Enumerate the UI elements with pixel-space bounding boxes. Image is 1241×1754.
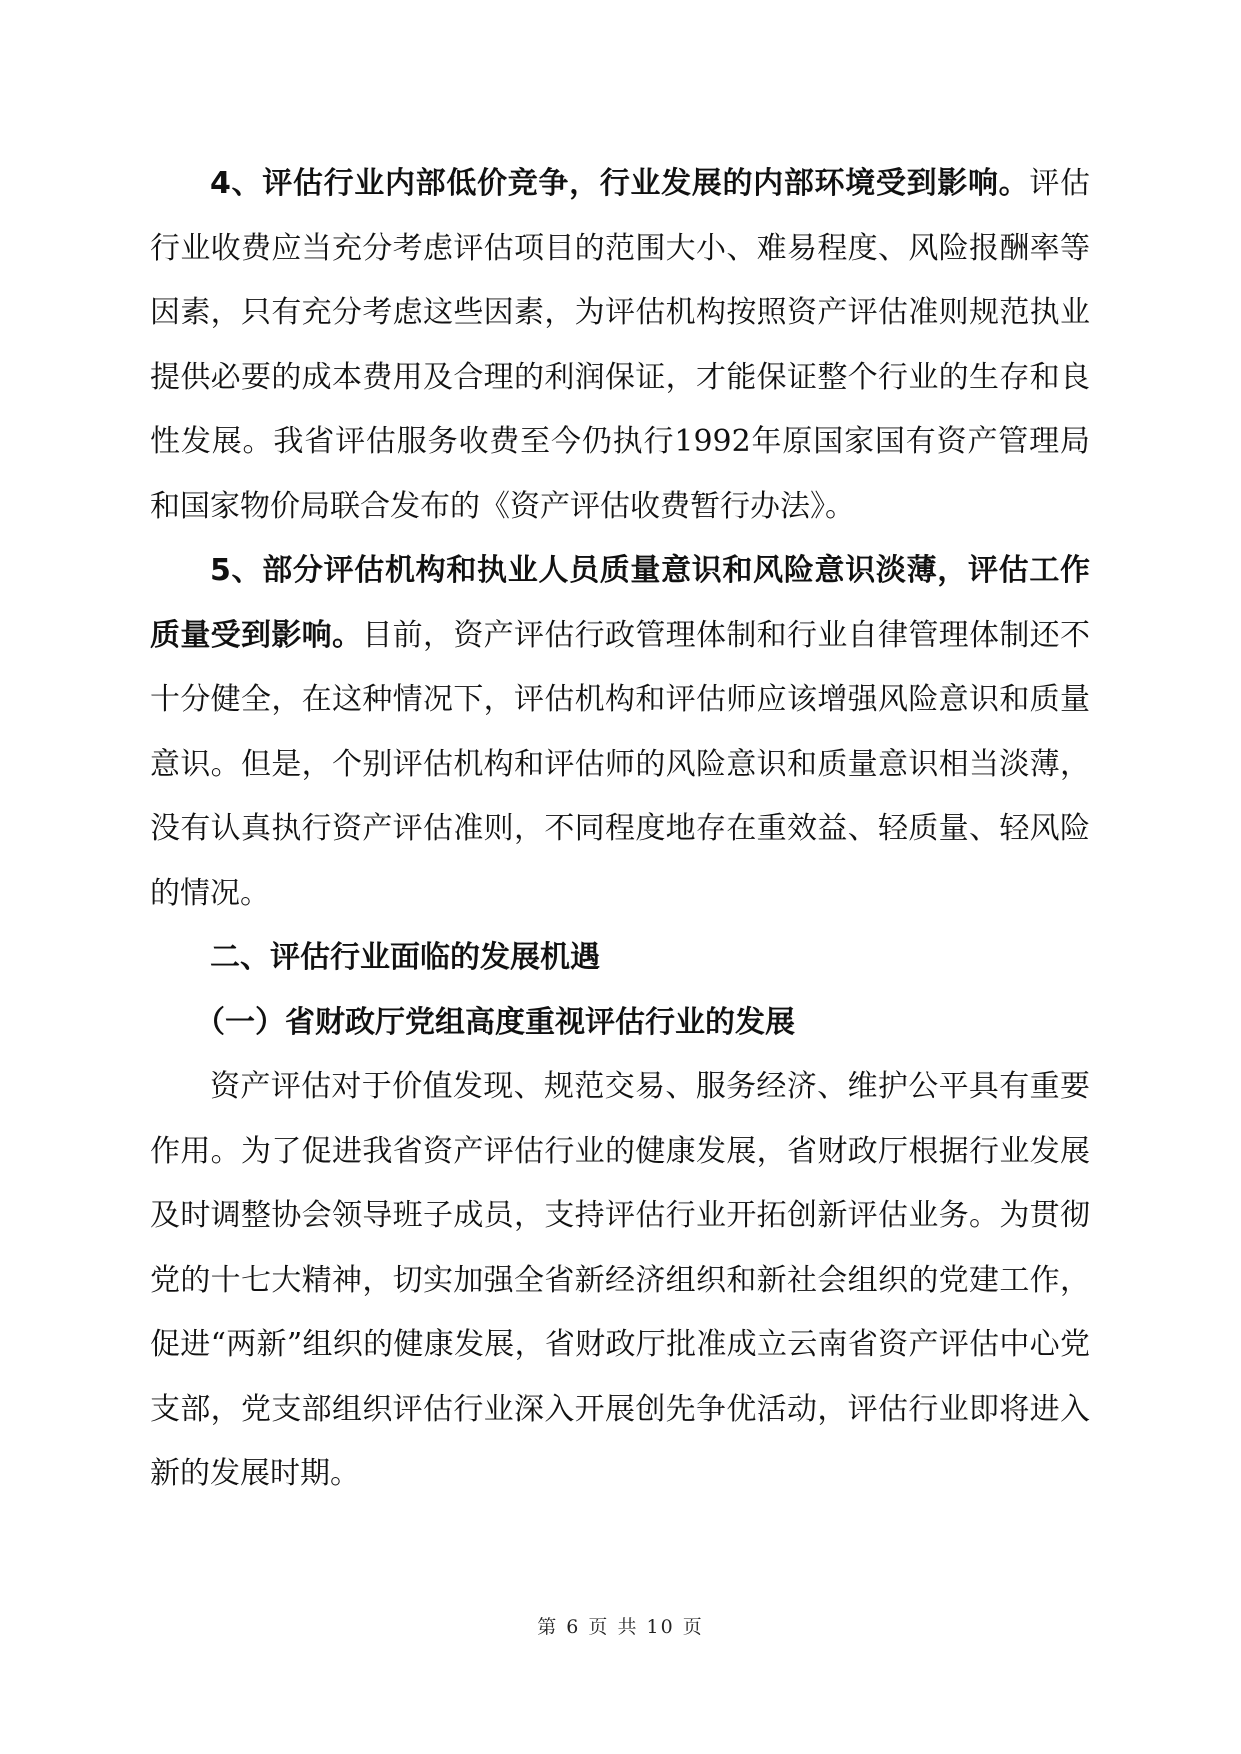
paragraph-lead-heading: 5、部分评估机构和执业人员质量意识和风险意识淡薄，评估工作质量受到影响。 <box>150 553 1090 653</box>
page-number-footer: 第 6 页 共 10 页 <box>537 1616 704 1638</box>
paragraph-body-text: 评估行业收费应当充分考虑评估项目的范围大小、难易程度、风险报酬率等因素，只有充分考虑这些因素，为评估机构按照资产评估准则规范执业提供必要的成本费用及合理的利润保证，才能保证整个行业的生存和良性发展。我省评估服务收费至今仍执行1992年原国家国有资产管理局和国家物价局联合发布的《资产评估收费暂行办法》。 <box>150 166 1091 524</box>
paragraph-finance-department-support: 资产评估对于价值发现、规范交易、服务经济、维护公平具有重要作用。为了促进我省资产评估行业的健康发展，省财政厅根据行业发展及时调整协会领导班子成员，支持评估行业开拓创新评估业务。为贯彻党的十七大精神，切实加强全省新经济组织和新社会组织的党建工作，促进“两新”组织的健康发展，省财政厅批准成立云南省资产评估中心党支部，党支部组织评估行业深入开展创先争优活动，评估行业即将进入新的发展时期。 <box>150 1069 1090 1491</box>
section-heading: 二、评估行业面临的发展机遇 <box>210 940 600 975</box>
document-body <box>150 152 1090 1507</box>
paragraph-lead-heading: 4、评估行业内部低价竞争，行业发展的内部环境受到影响。 <box>210 166 1030 201</box>
paragraph-body-text: 目前，资产评估行政管理体制和行业自律管理体制还不十分健全，在这种情况下，评估机构和评估师应该增强风险意识和质量意识。但是，个别评估机构和评估师的风险意识和质量意识相当淡薄，没有认真执行资产评估准则，不同程度地存在重效益、轻质量、轻风险的情况。 <box>150 617 1091 911</box>
paragraph-low-price-competition <box>150 152 1090 539</box>
subsection-heading: （一）省财政厅党组高度重视评估行业的发展 <box>195 1004 795 1040</box>
paragraph-quality-risk-awareness <box>150 539 1090 926</box>
